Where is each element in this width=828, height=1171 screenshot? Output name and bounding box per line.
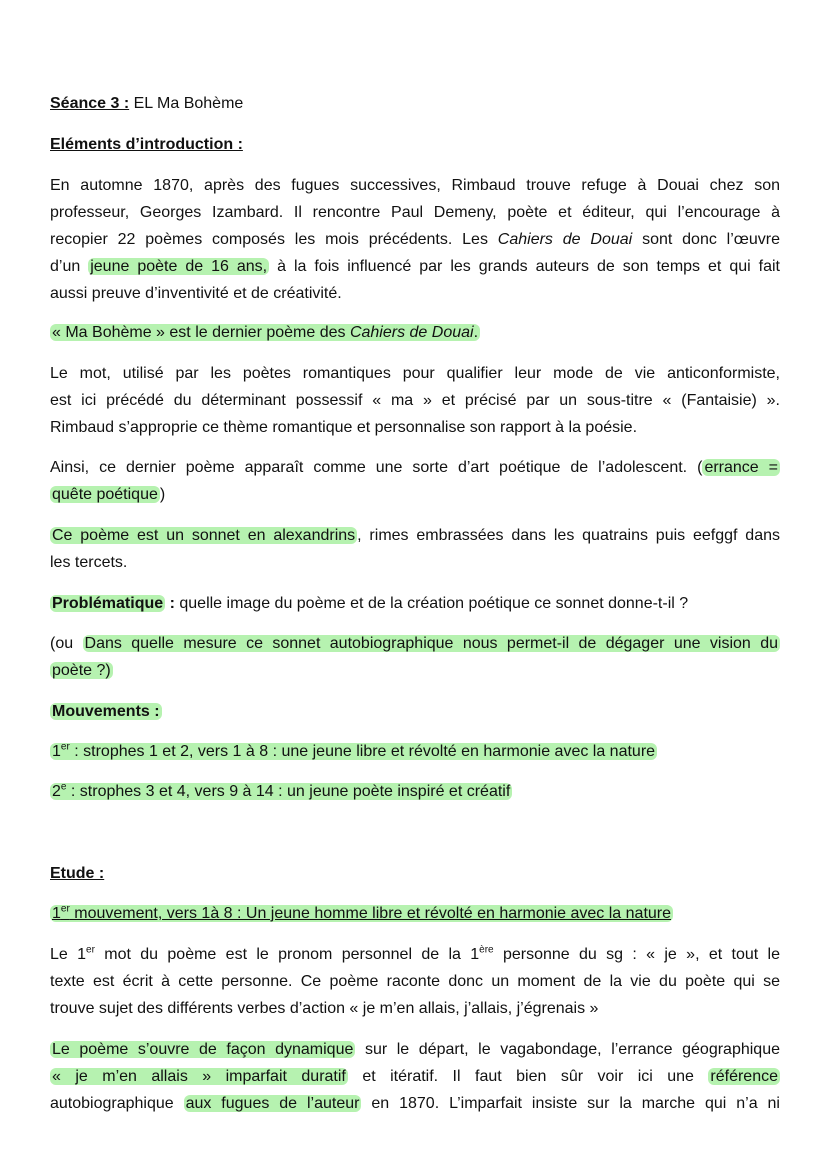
intro-p1-line5: aussi preuve d’inventivité et de créativité. [50,285,342,302]
etude-p2-line1 [50,1039,780,1061]
book-title: Cahiers de Douai [497,231,633,248]
intro-heading: Eléments d’introduction : [50,136,243,153]
intro-p3-line3: Rimbaud s’approprie ce thème romantique et personnalise son rapport à la poésie. [50,419,638,436]
etude-p1-line1 [50,944,780,966]
superscript: er [60,903,70,915]
intro-p1-line4 [50,256,780,278]
intro-p5-line1 [50,525,780,547]
intro-p5-line2: les tercets. [50,554,128,571]
movement-2-line [50,781,780,803]
text-span: d’un [50,258,81,275]
superscript: er [60,741,70,753]
highlight-errance: errance = [704,459,779,476]
session-title: EL Ma Bohème [133,95,244,112]
text-span: 1 [52,743,61,760]
etude-p2-line3 [50,1093,780,1115]
highlight-movement-1 [50,743,657,760]
highlight-movement-2 [50,783,512,800]
text-span: . [473,324,479,341]
text-span: 2 [52,783,61,800]
text-span: Ainsi, ce dernier poème apparaît comme une sorte d’art poétique de l’adolescent. ( [50,459,703,476]
superscript: ère [479,944,494,956]
text-span: , rimes embrassées dans les quatrains puis eefggf dans [357,527,780,544]
highlight-etude-sub [50,905,673,922]
text-span: sur le départ, le vagabondage, l’errance géographique [364,1041,780,1058]
highlight-alt-question: Dans quelle mesure ce sonnet autobiographique nous permet-il de dégager une vision du [84,635,778,652]
session-label: Séance 3 : [50,95,130,112]
intro-p1-line3 [50,229,780,251]
highlight-alt-question-end: poète ?) [52,662,111,679]
text-span: 1 [52,905,61,922]
text-span: « Ma Bohème » est le dernier poème des [52,324,346,341]
text-span: (ou [50,635,74,652]
alt-question-line2 [50,660,780,682]
superscript: e [60,781,67,793]
alt-question-line1 [50,633,780,655]
text-span: : strophes 1 et 2, vers 1 à 8 : une jeune libre et révolté en harmonie avec la nature [69,743,656,760]
highlight-last-poem [50,324,480,341]
intro-p1-line2: professeur, Georges Izambard. Il rencontre Paul Demeny, poète et éditeur, qui l’encourage à [50,204,780,221]
text-span: ) [159,486,166,503]
intro-p3-line2: est ici précédé du déterminant possessif « ma » et précisé par un sous-titre « (Fantaisie) ». [50,392,780,409]
book-title: Cahiers de Douai [349,324,474,341]
mouvements-heading [50,701,780,723]
text-span: à la fois influencé par les grands auteurs de son temps et qui fait [277,258,780,275]
movement-1-line [50,741,780,763]
text-span: : strophes 3 et 4, vers 9 à 14 : un jeune poète inspiré et créatif [66,783,511,800]
mouvements-label: Mouvements : [52,703,160,720]
text-span: sont donc l’œuvre [642,231,781,248]
highlight-sonnet: Ce poème est un sonnet en alexandrins [52,527,356,544]
text-span: Le 1 [50,946,87,963]
intro-p3-line1: Le mot, utilisé par les poètes romantiques pour qualifier leur mode de vie anticonformiste, [50,365,780,382]
text-span: recopier 22 poèmes composés les mois précédents. Les [50,231,488,248]
etude-p2-line2 [50,1066,780,1088]
superscript: er [86,944,95,956]
highlight-imparfait: « je m’en allais » imparfait duratif [52,1068,346,1085]
text-span: en 1870. L’imparfait insiste sur la marche qui n’a ni [371,1095,780,1112]
intro-p4-line2 [50,484,780,506]
problematique-text: quelle image du poème et de la création poétique ce sonnet donne-t-il ? [174,595,689,612]
text-span: mouvement, vers 1à 8 : Un jeune homme libre et révolté en harmonie avec la nature [69,905,672,922]
text-span: personne du sg : « je », et tout le [493,946,781,963]
session-title-line [50,93,780,115]
problematique-label: Problématique [52,595,164,612]
text-span: mot du poème est le pronom personnel de la 1 [94,946,480,963]
etude-p1-line3: trouve sujet des différents verbes d’action « je m’en allais, j’allais, j’égrenais » [50,1000,599,1017]
etude-p1-line2: texte est écrit à cette personne. Ce poème raconte donc un moment de la vie du poète qui se [50,973,780,990]
text-span: : [165,595,175,612]
intro-p4-line1 [50,457,780,479]
highlight-dynamique: Le poème s’ouvre de façon dynamique [52,1041,354,1058]
intro-p2-line [50,322,780,344]
text-span: et itératif. Il faut bien sûr voir ici une [362,1068,694,1085]
problematique-line [50,593,780,615]
highlight-young-poet: jeune poète de 16 ans, [90,258,268,275]
text-span: autobiographique [50,1095,174,1112]
highlight-reference: référence [710,1068,778,1085]
etude-subheading [50,903,780,925]
highlight-fugues: aux fugues de l’auteur [185,1095,360,1112]
intro-p1-line1: En automne 1870, après des fugues successives, Rimbaud trouve refuge à Douai chez son [50,177,780,194]
etude-heading: Etude : [50,865,105,882]
highlight-quete: quête poétique [52,486,158,503]
